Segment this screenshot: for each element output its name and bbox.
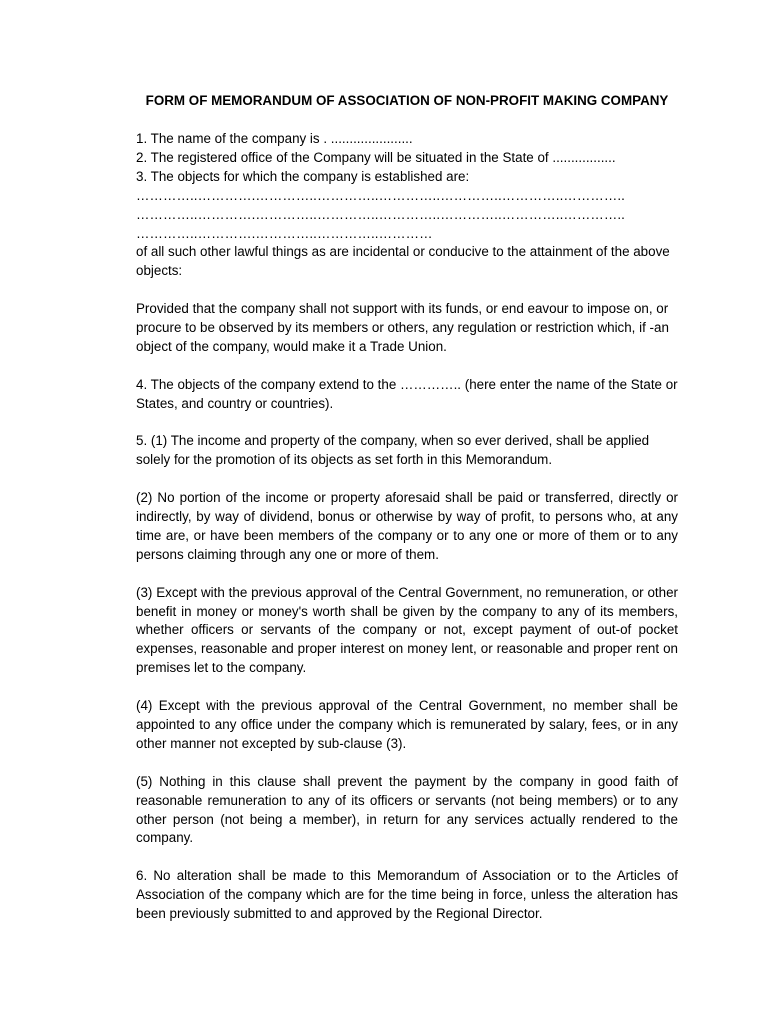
clause-2-registered-office: 2. The registered office of the Company will be situated in the State of ................. [136, 149, 616, 165]
paragraph-spacer [136, 754, 678, 773]
objects-dotted-line-3: …………..………….…………..…………..………… [136, 225, 433, 241]
clause-1-company-name: 1. The name of the company is . ...................... [136, 131, 413, 146]
clause-5-1-income: 5. (1) The income and property of the company, when so ever derived, shall be applied solely for the promotion of its objects as set forth in this Memorandum. [136, 433, 650, 468]
paragraph-spacer [136, 565, 678, 584]
paragraph-spacer [136, 848, 678, 867]
objects-dotted-line-2: …………..………….…………..…………..…………..…………..…………..………….. [136, 206, 626, 222]
clause-5-5-good-faith: (5) Nothing in this clause shall prevent the payment by the company in good faith of reasonable remuneration to any of its officers or servants (not being members) or to any other person (not being a member), in return for any services actually rendered to the company. [136, 773, 678, 846]
paragraph-spacer [136, 281, 678, 300]
clause-6-alteration: 6. No alteration shall be made to this Memorandum of Association or to the Articles of Association of the company which are for the time being in force, unless the alteration has been previously submitted to and approved by the Regional Director. [136, 868, 678, 922]
proviso-trade-union: Provided that the company shall not support with its funds, or end eavour to impose on, or procure to be observed by its members or others, any regulation or restriction which, if -an object of the company, would make it a Trade Union. [136, 301, 669, 354]
document-title: FORM OF MEMORANDUM OF ASSOCIATION OF NON-PROFIT MAKING COMPANY [145, 93, 669, 108]
clause-3-objects-heading: 3. The objects for which the company is established are: [136, 168, 470, 184]
clause-5-4-no-office: (4) Except with the previous approval of the Central Government, no member shall be appointed to any office under the company which is remunerated by salary, fees, or in any other manner not excepted by sub-clause (3). [136, 698, 678, 751]
clause-5-2-no-dividend: (2) No portion of the income or property aforesaid shall be paid or transferred, directly or indirectly, by way of dividend, bonus or otherwise by way of profit, to persons who, at any time are, or have been members of the company or to any one or more of them or to any persons claiming through any one or more of them. [136, 490, 678, 562]
document-page [136, 92, 678, 924]
clause-3-tail: of all such other lawful things as are incidental or conducive to the attainment of the above objects: [136, 244, 670, 279]
paragraph-spacer [136, 678, 678, 697]
objects-dotted-line-1: …………..………….…………..…………..…………..…………..…………..………….. [136, 187, 626, 203]
paragraph-spacer [136, 357, 678, 376]
paragraph-spacer [136, 470, 678, 489]
paragraph-spacer [136, 414, 678, 433]
clause-5-3-no-remuneration: (3) Except with the previous approval of the Central Government, no remuneration, or other benefit in money or money's worth shall be given by the company to any of its members, whether officers or servants of the company or not, except payment of out-of pocket expenses, reasonable and proper interest on money lent, or reasonable and proper rent on premises let to the company. [136, 584, 678, 676]
clause-4-extent: 4. The objects of the company extend to the ………….. (here enter the name of the State or States, and country or countries). [136, 376, 678, 411]
